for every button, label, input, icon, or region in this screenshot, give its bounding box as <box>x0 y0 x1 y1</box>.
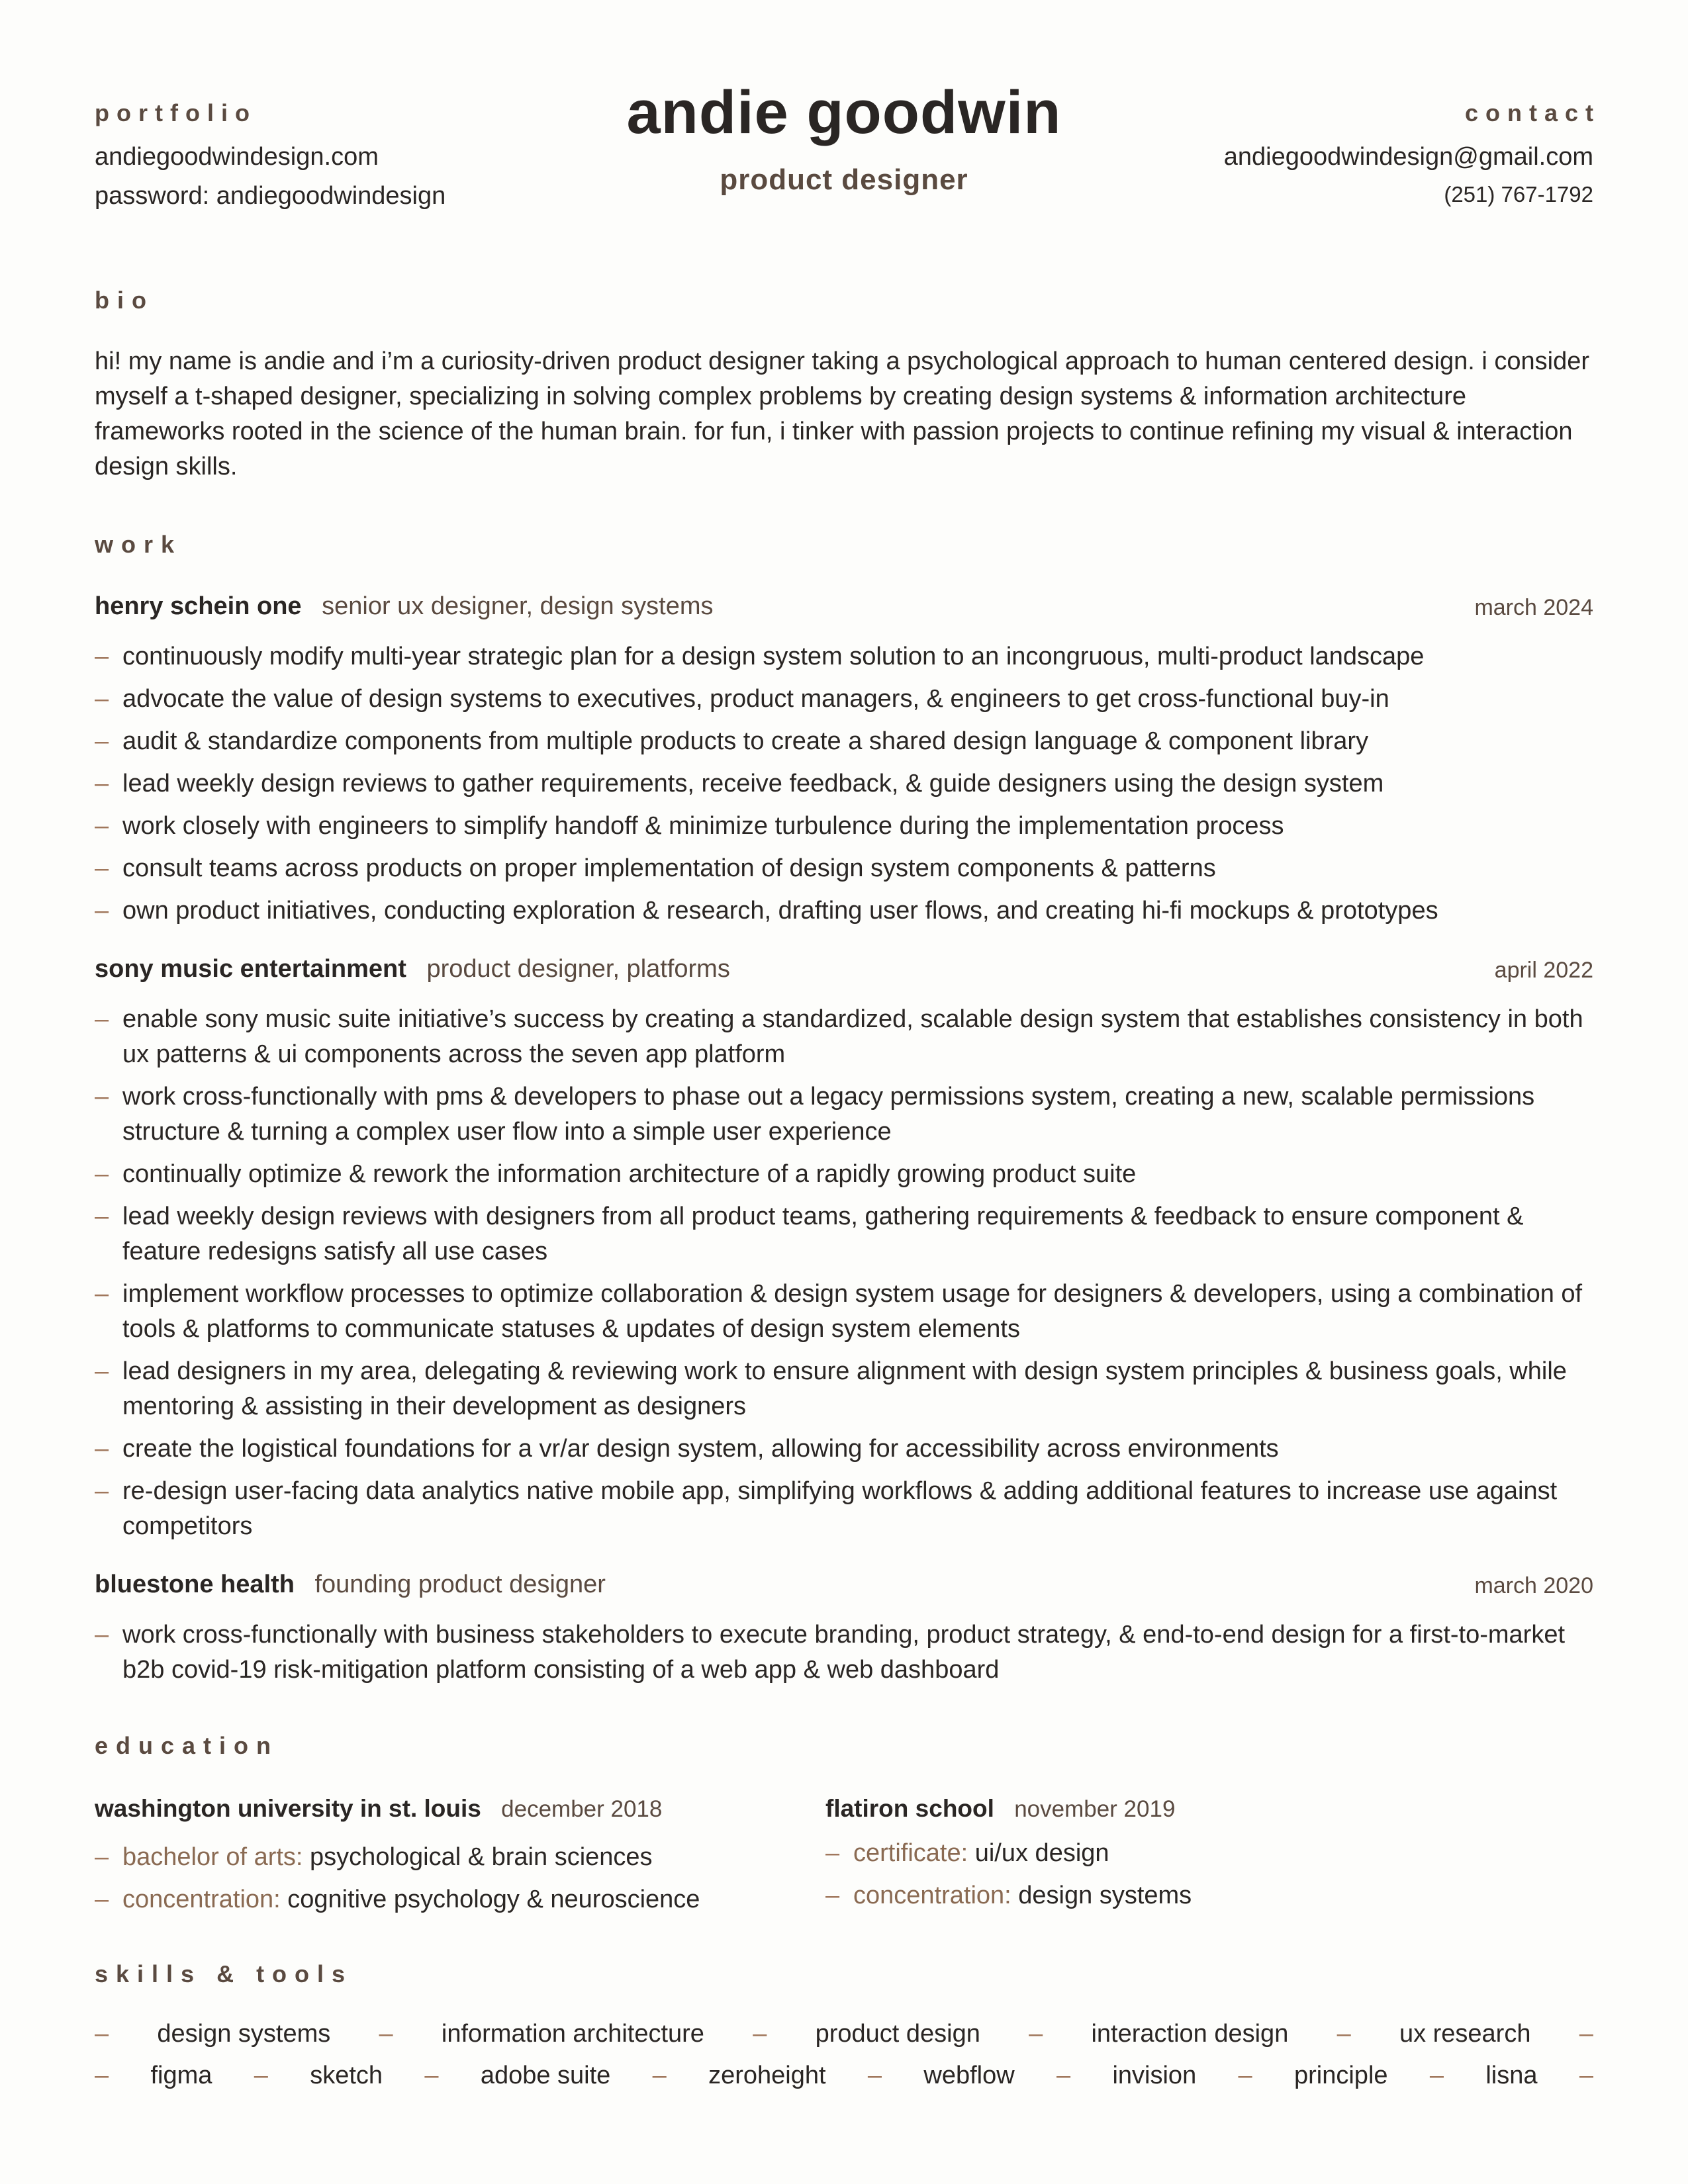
school-name: washington university in st. louis <box>95 1795 481 1822</box>
list-item: – continuously modify multi-year strategic plan for a design system solution to an incongruous, multi-product landscape <box>95 639 1593 674</box>
list-item: – audit & standardize components from multiple products to create a shared design language & component library <box>95 724 1593 759</box>
item-label: concentration: <box>853 1882 1011 1909</box>
email-link[interactable]: andiegoodwindesign@gmail.com <box>1223 143 1593 171</box>
education-header <box>95 1795 790 1823</box>
skill-item: interaction design <box>1091 2020 1289 2048</box>
dash-separator: – <box>1336 2020 1351 2048</box>
education-date: december 2018 <box>501 1796 663 1822</box>
job-date: march 2024 <box>1474 595 1593 620</box>
school-name: flatiron school <box>825 1795 994 1822</box>
tool-item: lisna <box>1485 2062 1538 2089</box>
job-header <box>95 955 1593 983</box>
dash-separator: – <box>753 2020 767 2048</box>
dash-separator: – <box>379 2020 393 2048</box>
list-item: – enable sony music suite initiative’s success by creating a standardized, scalable design system that establishes consistency in both ux patterns & ui components across the seven app platform <box>95 1002 1593 1072</box>
job-role: founding product designer <box>314 1570 606 1598</box>
item-label: bachelor of arts: <box>122 1843 303 1871</box>
list-item <box>95 1840 790 1875</box>
list-item: – continually optimize & rework the information architecture of a rapidly growing product suite <box>95 1157 1593 1192</box>
contact-block <box>1223 99 1601 207</box>
skills-heading: skills & tools <box>95 1960 353 1987</box>
dash-separator: – <box>1429 2062 1444 2089</box>
tool-item: zeroheight <box>708 2062 826 2089</box>
job-title: product designer <box>720 163 968 196</box>
job-bullets <box>95 1002 1593 1551</box>
list-item: – implement workflow processes to optimize collaboration & design system usage for designers & developers, using a combination of tools & platforms to communicate statuses & updates of design system elements <box>95 1277 1593 1347</box>
tool-item: webflow <box>923 2062 1015 2089</box>
bio-text: hi! my name is andie and i’m a curiosity-driven product designer taking a psychological approach to human centered design. i consider myself a t-shaped designer, specializing in solving complex problems by creating design systems & information architecture frameworks rooted in the science of the human brain. for fun, i tinker with passion projects to continue refining my visual & interaction design skills. <box>95 347 1590 480</box>
item-value: ui/ux design <box>974 1839 1109 1867</box>
list-item: – work closely with engineers to simplify handoff & minimize turbulence during the implementation process <box>95 809 1593 844</box>
list-item: – work cross-functionally with pms & developers to phase out a legacy permissions system, creating a new, scalable permissions structure & turning a complex user flow into a simple user experience <box>95 1079 1593 1150</box>
skill-item: product design <box>815 2020 980 2048</box>
list-item: – lead weekly design reviews with designers from all product teams, gathering requirements & feedback to ensure component & feature redesigns satisfy all use cases <box>95 1199 1593 1269</box>
dash-separator: – <box>95 2020 109 2048</box>
education-items <box>825 1836 1521 1913</box>
dash-separator: – <box>1238 2062 1252 2089</box>
education-header <box>825 1795 1521 1823</box>
tool-item: sketch <box>310 2062 383 2089</box>
list-item: – work cross-functionally with business stakeholders to execute branding, product strategy, & end-to-end design for a first-to-market b2b covid-19 risk-mitigation platform consisting of a web app & web dashboard <box>95 1617 1593 1688</box>
education-heading: education <box>95 1732 279 1759</box>
work-heading: work <box>95 531 183 558</box>
dash-separator: – <box>1029 2020 1043 2048</box>
page-title: andie goodwin <box>626 79 1062 146</box>
bio-heading: bio <box>95 287 154 314</box>
tools-row <box>95 2062 1593 2090</box>
tool-item: adobe suite <box>480 2062 611 2089</box>
dash-separator: – <box>254 2062 268 2089</box>
education-date: november 2019 <box>1014 1796 1176 1822</box>
job-date: april 2022 <box>1494 958 1593 983</box>
list-item: – advocate the value of design systems to executives, product managers, & engineers to get cross-functional buy-in <box>95 682 1593 717</box>
dash-separator: – <box>1579 2020 1593 2048</box>
skill-item: ux research <box>1399 2020 1531 2048</box>
item-value: cognitive psychology & neuroscience <box>287 1886 700 1913</box>
skills-row <box>95 2020 1593 2048</box>
job-bullets <box>95 639 1593 936</box>
dash-separator: – <box>1579 2062 1593 2089</box>
list-item: – create the logistical foundations for a vr/ar design system, allowing for accessibility across environments <box>95 1432 1593 1467</box>
job-header <box>95 592 1593 621</box>
portfolio-label: portfolio <box>95 99 257 126</box>
list-item <box>825 1836 1521 1871</box>
tool-item: principle <box>1294 2062 1388 2089</box>
list-item: – lead designers in my area, delegating & reviewing work to ensure alignment with design system principles & business goals, while mentoring & assisting in their development as designers <box>95 1354 1593 1424</box>
contact-label: contact <box>1464 99 1601 126</box>
job-role: product designer, platforms <box>426 955 730 983</box>
company-name: sony music entertainment <box>95 955 406 983</box>
skill-item: design systems <box>157 2020 331 2048</box>
dash-separator: – <box>1056 2062 1071 2089</box>
job-date: march 2020 <box>1474 1573 1593 1598</box>
tool-item: invision <box>1112 2062 1197 2089</box>
job-role: senior ux designer, design systems <box>322 592 714 620</box>
list-item: – own product initiatives, conducting exploration & research, drafting user flows, and creating hi-fi mockups & prototypes <box>95 893 1593 929</box>
item-label: concentration: <box>122 1886 281 1913</box>
portfolio-url-link[interactable]: andiegoodwindesign.com <box>95 143 379 171</box>
list-item: – lead weekly design reviews to gather requirements, receive feedback, & guide designers using the design system <box>95 766 1593 801</box>
list-item: – consult teams across products on proper implementation of design system components & patterns <box>95 851 1593 886</box>
list-item <box>95 1882 790 1917</box>
tool-item: figma <box>150 2062 212 2089</box>
education-entry <box>95 1795 790 1925</box>
education-items <box>95 1840 790 1917</box>
item-value: psychological & brain sciences <box>310 1843 653 1871</box>
list-item: – re-design user-facing data analytics native mobile app, simplifying workflows & adding additional features to increase use against competitors <box>95 1474 1593 1544</box>
education-entry <box>825 1795 1521 1921</box>
dash-separator: – <box>424 2062 439 2089</box>
dash-separator: – <box>652 2062 667 2089</box>
company-name: bluestone health <box>95 1570 295 1598</box>
dash-separator: – <box>867 2062 882 2089</box>
skill-item: information architecture <box>441 2020 704 2048</box>
company-name: henry schein one <box>95 592 302 620</box>
item-label: certificate: <box>853 1839 968 1867</box>
portfolio-password: password: andiegoodwindesign <box>95 182 446 210</box>
dash-separator: – <box>95 2062 109 2089</box>
item-value: design systems <box>1018 1882 1192 1909</box>
job-bullets <box>95 1617 1593 1695</box>
phone-number: (251) 767-1792 <box>1444 182 1593 206</box>
list-item <box>825 1878 1521 1913</box>
job-header <box>95 1570 1593 1599</box>
